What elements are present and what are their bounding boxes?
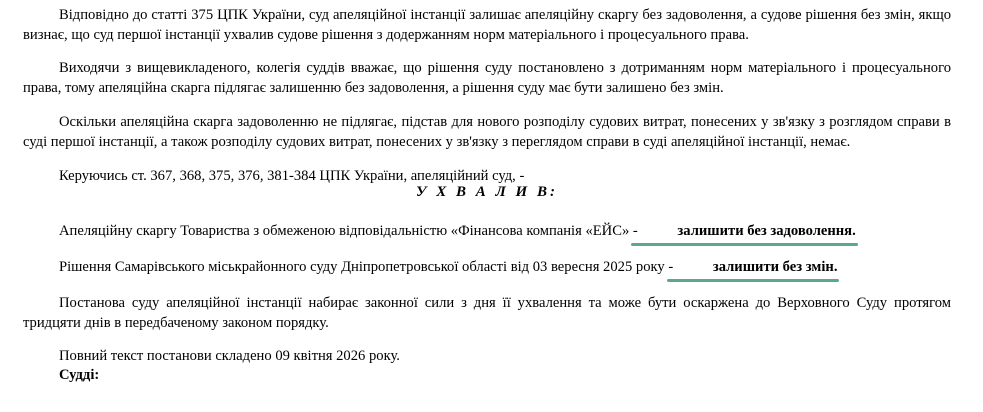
judges-label: Судді: xyxy=(59,367,100,383)
appeal-decision-highlight: залишити без задоволення. xyxy=(641,221,855,241)
paragraph-collegium-conclusion: Виходячи з вищевикладеного, колегія суддів вважає, що рішення суду постановлено з дотриманням норм матеріального і процесуального права, тому апеляційна скарга підлягає залишенню без задоволення, а рішення суду має бути залишено без змін. xyxy=(23,60,951,96)
first-instance-decision-highlight: залишити без змін. xyxy=(677,257,838,277)
paragraph-full-text-date: Повний текст постанови складено 09 квітня 2026 року. xyxy=(59,348,400,364)
paragraph-appeal-decision xyxy=(23,221,951,241)
paragraph-court-costs: Оскільки апеляційна скарга задоволенню не підлягає, підстав для нового розподілу судових витрат, понесених у зв'язку з розглядом справи в суді першої інстанції, а також розподілу судових витрат, понесених у зв'язку з переглядом справи в суді апеляційної інстанції, немає. xyxy=(23,114,951,150)
appeal-decision-text: Апеляційну скаргу Товариства з обмеженою відповідальністю «Фінансова компанія «ЕЙС» - xyxy=(59,223,642,239)
first-instance-decision-text: Рішення Самарівського міськрайонного суду Дніпропетровської області від 03 вересня 2025 року - xyxy=(59,259,677,275)
paragraph-guided-by: Керуючись ст. 367, 368, 375, 376, 381-384 ЦПК України, апеляційний суд, - xyxy=(59,168,525,184)
paragraph-entry-into-force: Постанова суду апеляційної інстанції набирає законної сили з дня її ухвалення та може бути оскаржена до Верховного Суду протягом тридцяти днів в передбаченому законом порядку. xyxy=(23,295,951,331)
ruling-heading: У Х В А Л И В: xyxy=(416,184,558,200)
paragraph-article-375: Відповідно до статті 375 ЦПК України, суд апеляційної інстанції залишає апеляційну скаргу без задоволення, а судове рішення без змін, якщо визнає, що суд першої інстанції ухвалив судове рішення з додержанням норм матеріального і процесуального права. xyxy=(23,7,951,43)
paragraph-first-instance-decision xyxy=(23,257,951,277)
